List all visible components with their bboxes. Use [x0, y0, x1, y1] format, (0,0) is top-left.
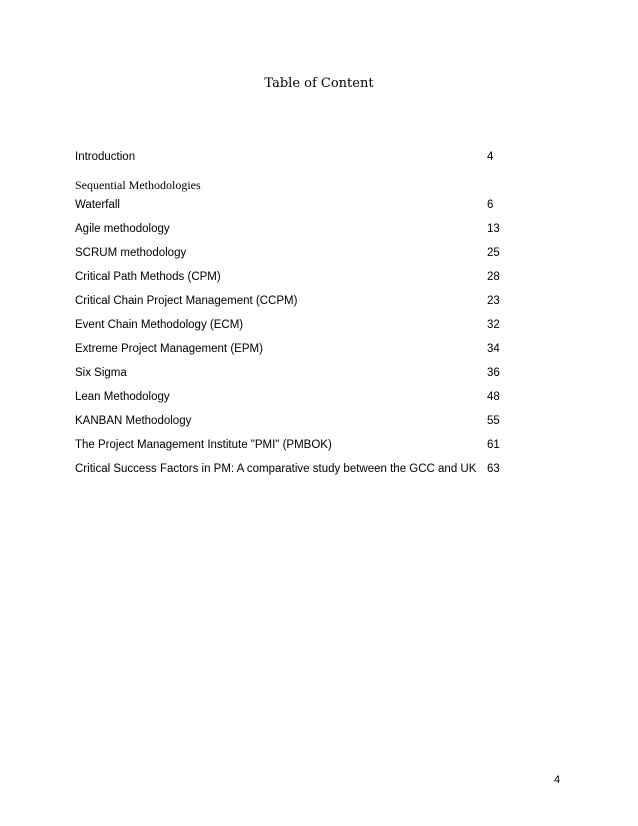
toc-entry-page-number: 63: [487, 463, 500, 475]
toc-entry: [75, 220, 505, 244]
toc-entry: [75, 460, 505, 484]
toc-entry-page-number: 13: [487, 223, 500, 235]
toc-entry-label: Critical Path Methods (CPM): [75, 271, 221, 283]
toc-entry: [75, 316, 505, 340]
toc-entry-page-number: 32: [487, 319, 500, 331]
toc-title: Table of Content: [264, 76, 374, 91]
toc-entry-page-number: 55: [487, 415, 500, 427]
toc-entry-introduction: [75, 148, 505, 176]
toc-section-heading: Sequential Methodologies: [75, 178, 201, 192]
toc-entry-label: Event Chain Methodology (ECM): [75, 319, 244, 331]
toc-entry-label: The Project Management Institute "PMI" (PMBOK): [75, 439, 332, 451]
toc-entry: [75, 388, 505, 412]
toc-entry-page-number: 36: [487, 367, 500, 379]
toc-entry-page-number: 34: [487, 343, 500, 355]
table-of-contents: [75, 148, 505, 484]
toc-entry-label: Critical Chain Project Management (CCPM): [75, 295, 298, 307]
toc-entry-page-number: 48: [487, 391, 500, 403]
toc-entry-label: Waterfall: [75, 199, 120, 211]
page-number: 4: [554, 774, 561, 786]
toc-entry-label: Introduction: [75, 151, 136, 163]
toc-entry-page-number: 23: [487, 295, 500, 307]
toc-entry-page-number: 4: [487, 151, 494, 163]
toc-entry-page-number: 61: [487, 439, 500, 451]
toc-entry-label: Extreme Project Management (EPM): [75, 343, 263, 355]
toc-entry: [75, 364, 505, 388]
toc-entry: [75, 244, 505, 268]
toc-entry: [75, 436, 505, 460]
toc-entry-page-number: 6: [487, 199, 494, 211]
toc-entry: [75, 292, 505, 316]
toc-entry-label: Six Sigma: [75, 367, 127, 379]
toc-entry-label: Agile methodology: [75, 223, 170, 235]
toc-entry: [75, 268, 505, 292]
toc-entry-label: SCRUM methodology: [75, 247, 187, 259]
toc-entry: [75, 412, 505, 436]
toc-entry-label: KANBAN Methodology: [75, 415, 192, 427]
toc-entry-label: Lean Methodology: [75, 391, 170, 403]
toc-entry: [75, 340, 505, 364]
toc-entry-page-number: 28: [487, 271, 500, 283]
toc-entry-label: Critical Success Factors in PM: A comparative study between the GCC and UK: [75, 463, 477, 475]
toc-entry-page-number: 25: [487, 247, 500, 259]
toc-entry: [75, 196, 505, 220]
